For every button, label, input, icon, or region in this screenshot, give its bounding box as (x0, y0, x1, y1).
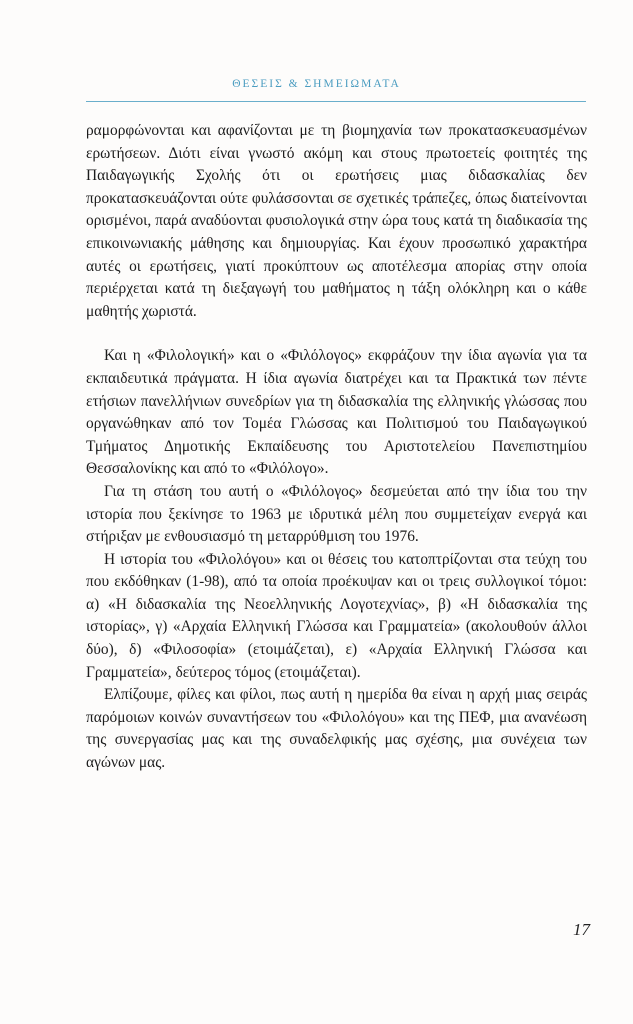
paragraph-4: Η ιστορία του «Φιλολόγου» και οι θέσεις του κατοπτρίζονται στα τεύχη του που εκδόθηκαν (1-98), από τα οποία προέκυψαν και οι τρεις συλλογικοί τόμοι: α) «Η διδασκαλία της Νεοελληνικής Λογοτεχνίας», β) «Η διδασκαλία της ιστορίας», γ) «Αρχαία Ελληνική Γλώσσα και Γραμματεία» (ακολουθούν άλλοι δύο), δ) «Φιλοσοφία» (ετοιμάζεται), ε) «Αρχαία Ελληνική Γλώσσα και Γραμματεία», δεύτερος τόμος (ετοιμάζεται). (86, 550, 587, 681)
paragraph-2: Και η «Φιλολογική» και ο «Φιλόλογος» εκφράζουν την ίδια αγωνία για τα εκπαιδευτικά πράγματα. Η ίδια αγωνία διατρέχει και τα Πρακτικά των πέντε ετήσιων πανελλήνιων συνεδρίων για τη διδασκαλία της ελληνικής γλώσσας που οργανώθηκαν από τον Τομέα Γλώσσας και Πολιτισμού του Παιδαγωγικού Τμήματος Δημοτικής Εκπαίδευσης του Αριστοτελείου Πανεπιστημίου Θεσσαλονίκης και από το «Φιλόλογο». (86, 347, 587, 478)
page-number: 17 (573, 920, 590, 939)
paragraph-3: Για τη στάση του αυτή ο «Φιλόλογος» δεσμεύεται από την ίδια του την ιστορία που ξεκίνησε το 1963 με ιδρυτικά μέλη που συμμετείχαν ενεργά και στήριξαν με ενθουσιασμό τη μεταρρύθμιση του 1976. (86, 482, 587, 546)
running-header: ΘΕΣΕΙΣ & ΣΗΜΕΙΩΜΑΤΑ (232, 78, 401, 90)
header-rule (86, 101, 586, 102)
paragraph-1: ραμορφώνονται και αφανίζονται με τη βιομηχανία των προκατασκευασμένων ερωτήσεων. Διότι είναι γνωστό ακόμη και στους πρωτοετείς φοιτητές της Παιδαγωγικής Σχολής ότι οι ερωτήσεις μιας διδασκαλίας δεν προκατασκευάζονται ούτε φυλάσσονται σε σχετικές τράπεζες, όπως διατείνονται ορισμένοι, παρά αναδύονται φυσιολογικά στην ώρα τους κατά τη διαδικασία της επικοινωνιακής μάθησης και δημιουργίας. Και έχουν προσωπικό χαρακτήρα αυτές οι ερωτήσεις, γιατί προκύπτουν ως αποτέλεσμα απορίας στην οποία περιέρχεται κατά τη διεξαγωγή του μαθήματος η τάξη ολόκληρη και ο κάθε μαθητής χωριστά. (86, 122, 587, 320)
paragraph-5: Ελπίζουμε, φίλες και φίλοι, πως αυτή η ημερίδα θα είναι η αρχή μιας σειράς παρόμοιων κοινών συναντήσεων του «Φιλολόγου» και της ΠΕΦ, μια ανανέωση της συνεργασίας μας και της συναδελφικής μας σχέσης, μια συνέχεια των αγώνων μας. (86, 686, 587, 772)
body-text (86, 120, 587, 775)
